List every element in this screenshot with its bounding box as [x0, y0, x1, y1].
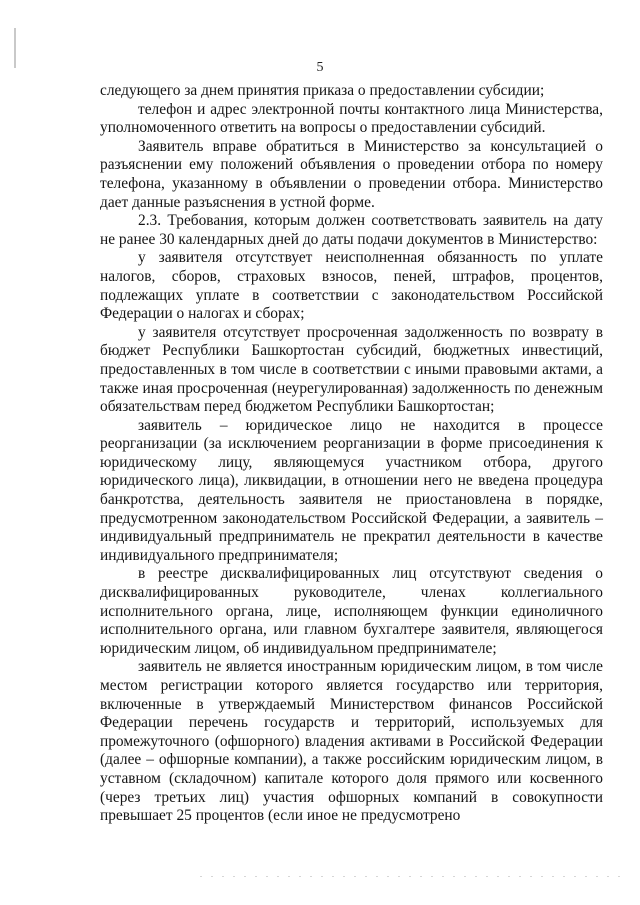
- scan-noise: [200, 876, 620, 877]
- paragraph-requirements-heading: 2.3. Требования, которым должен соответствовать заявитель на дату не ранее 30 календарных дней до даты подачи документов в Министерство:: [100, 212, 603, 248]
- paragraph-continuation: следующего за днем принятия приказа о предоставлении субсидии;: [100, 82, 545, 99]
- paragraph-foreign-entity: заявитель не является иностранным юридическим лицом, в том числе местом регистрации которого является государство или территория, включенные в утверждаемый Министерством финансов Российской Федерации перечень государств и территорий, используемых для промежуточного (офшорного) владения активами в Российской Федерации (далее – офшорные компании), а также российским юридическим лицом, в уставном (складочном) капитале которого доля прямого или косвенного (через третьих лиц) участия офшорных компаний в совокупности превышает 25 процентов (если иное не предусмотрено: [100, 658, 603, 825]
- paragraph-disqualified-persons: в реестре дисквалифицированных лиц отсутствуют сведения о дисквалифицированных руководителе, членах коллегиального исполнительного органа, лице, исполняющем функции единоличного исполнительного органа, или главном бухгалтере заявителя, являющегося юридическим лицом, об индивидуальном предпринимателе;: [100, 565, 603, 657]
- paragraph-consultation: Заявитель вправе обратиться в Министерство за консультацией о разъяснении ему положений объявления о проведении отбора по номеру телефона, указанному в объявлении о проведении отбора. Министерство дает данные разъяснения в устной форме.: [100, 137, 603, 211]
- page-number: 5: [316, 60, 324, 75]
- paragraph-reorganization: заявитель – юридическое лицо не находится в процессе реорганизации (за исключением реорганизации в форме присоединения к юридическому лицу, являющемуся участником отбора, другого юридического лица), ликвидации, в отношении него не введена процедура банкротства, деятельность заявителя не приостановлена в порядке, предусмотренном законодательством Российской Федерации, а заявитель – индивидуальный предприниматель не прекратил деятельности в качестве индивидуального предпринимателя;: [100, 416, 603, 564]
- paragraph-tax-obligations: у заявителя отсутствует неисполненная обязанность по уплате налогов, сборов, страховых взносов, пеней, штрафов, процентов, подлежащих уплате в соответствии с законодательством Российской Федерации о налогах и сборах;: [100, 249, 603, 323]
- paragraph-overdue-debt: у заявителя отсутствует просроченная задолженность по возврату в бюджет Республики Башкортостан субсидий, бюджетных инвестиций, предоставленных в том числе в соответствии с иными правовыми актами, а также иная просроченная (неурегулированная) задолженность по денежным обязательствам перед бюджетом Республики Башкортостан;: [100, 323, 603, 416]
- paragraph-contact: телефон и адрес электронной почты контактного лица Министерства, уполномоченного ответить на вопросы о предоставлении субсидий.: [100, 100, 603, 137]
- document-body: [100, 82, 603, 826]
